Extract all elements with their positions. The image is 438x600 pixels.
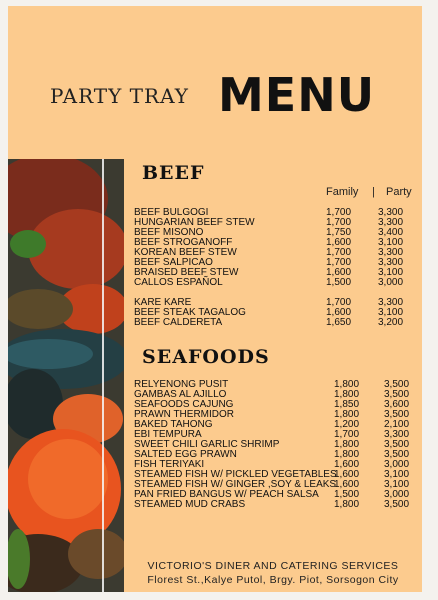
menu-item-name: STEAMED FISH W/ GINGER ,SOY & LEAKS [134,479,337,490]
party-price: 3,100 [378,237,404,248]
menu-item-name: KOREAN BEEF STEW [134,247,237,258]
menu-item-name: EBI TEMPURA [134,429,202,440]
menu-item-name: HUNGARIAN BEEF STEW [134,217,255,228]
party-price: 2,100 [384,419,410,430]
seafoods-section-title: SEAFOODS [142,346,270,368]
family-price: 1,700 [326,247,352,258]
menu-item-name: STEAMED FISH W/ PICKLED VEGETABLES [134,469,337,480]
menu-sheet [8,6,422,592]
menu-item-name: PRAWN THERMIDOR [134,409,234,420]
family-price: 1,800 [334,449,360,460]
menu-item-name: GAMBAS AL AJILLO [134,389,227,400]
menu-item-name: SALTED EGG PRAWN [134,449,237,460]
party-price: 3,500 [384,409,410,420]
beef-section-title: BEEF [142,162,205,184]
family-price: 1,700 [326,297,352,308]
family-price: 1,600 [334,459,360,470]
menu-item-name: BEEF BULGOGI [134,207,209,218]
menu-item-name: BEEF STEAK TAGALOG [134,307,246,318]
menu-item-name: STEAMED MUD CRABS [134,499,246,510]
party-price: 3,300 [378,297,404,308]
menu-item-name: BAKED TAHONG [134,419,213,430]
family-price: 1,700 [326,257,352,268]
menu-item-name: FISH TERIYAKI [134,459,205,470]
party-price: 3,000 [384,459,410,470]
party-price: 3,300 [378,247,404,258]
family-price: 1,600 [326,267,352,278]
menu-item-name: BEEF STROGANOFF [134,237,233,248]
family-price: 1,750 [326,227,352,238]
family-price: 1,700 [326,217,352,228]
family-price: 1,800 [334,389,360,400]
party-price: 3,600 [384,399,410,410]
family-price: 1,850 [334,399,360,410]
family-price: 1,800 [334,409,360,420]
party-price: 3,300 [378,217,404,228]
party-price: 3,100 [384,469,410,480]
party-price: 3,300 [384,429,410,440]
party-price: 3,100 [378,267,404,278]
family-price: 1,500 [326,277,352,288]
family-price: 1,800 [334,499,360,510]
family-price: 1,800 [334,379,360,390]
menu-item-name: BRAISED BEEF STEW [134,267,239,278]
party-price: 3,300 [378,257,404,268]
party-header: Party [386,186,412,198]
party-price: 3,200 [378,317,404,328]
seafood-photo [8,159,124,592]
party-tray-title: PARTY TRAY [50,84,189,108]
business-address: Florest St.,Kalye Putol, Brgy. Piot, Sorsogon City [147,574,399,586]
party-price: 3,500 [384,379,410,390]
family-header: Family [326,186,359,198]
menu-item-name: BEEF SALPICAO [134,257,213,268]
party-price: 3,100 [378,307,404,318]
menu-item-name: SWEET CHILI GARLIC SHRIMP [134,439,280,450]
menu-item-name: BEEF CALDERETA [134,317,223,328]
menu-item-name: BEEF MISONO [134,227,204,238]
menu-item-name: CALLOS ESPAÑOL [134,277,223,288]
family-price: 1,200 [334,419,360,430]
family-price: 1,700 [326,207,352,218]
family-price: 1,600 [326,237,352,248]
price-header-separator: | [372,186,375,198]
party-price: 3,500 [384,449,410,460]
party-price: 3,400 [378,227,404,238]
party-price: 3,000 [384,489,410,500]
family-price: 1,500 [334,489,360,500]
family-price: 1,700 [334,429,360,440]
menu-item-name: RELYENONG PUSIT [134,379,229,390]
family-price: 1,800 [334,439,360,450]
menu-title: MENU [218,68,376,122]
party-price: 3,500 [384,389,410,400]
menu-item-name: PAN FRIED BANGUS W/ PEACH SALSA [134,489,319,500]
family-price: 1,600 [334,469,360,480]
party-price: 3,000 [378,277,404,288]
family-price: 1,650 [326,317,352,328]
party-price: 3,300 [378,207,404,218]
menu-item-name: SEAFOODS CAJUNG [134,399,234,410]
menu-item-name: KARE KARE [134,297,192,308]
photo-divider [102,159,104,592]
party-price: 3,500 [384,499,410,510]
party-price: 3,500 [384,439,410,450]
business-name: VICTORIO'S DINER AND CATERING SERVICES [147,560,399,572]
family-price: 1,600 [326,307,352,318]
family-price: 1,600 [334,479,360,490]
party-price: 3,100 [384,479,410,490]
